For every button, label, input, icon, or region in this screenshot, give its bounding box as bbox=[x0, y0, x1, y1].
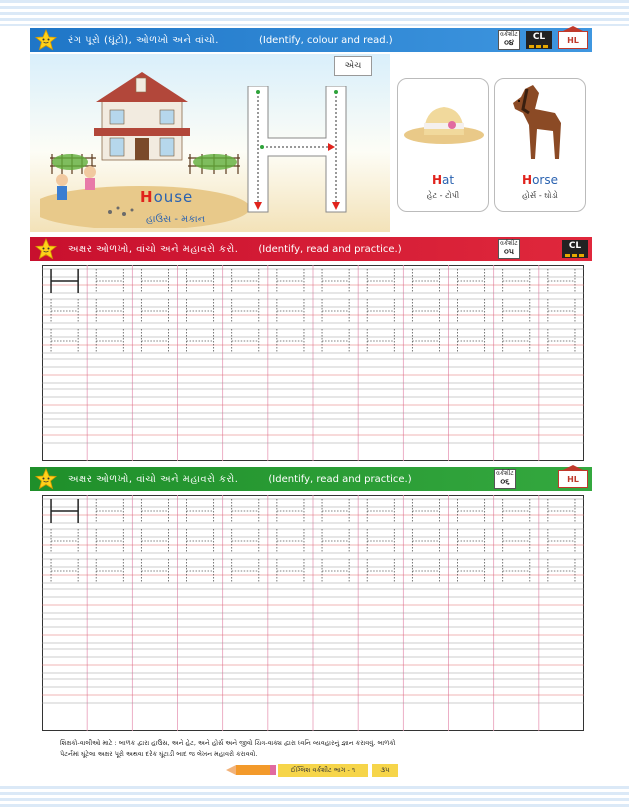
star-icon bbox=[34, 237, 58, 261]
dotted-letter-h bbox=[277, 529, 304, 553]
dotted-letter-h bbox=[412, 559, 439, 583]
dotted-letter-h bbox=[548, 529, 575, 553]
footer-book-title: ઈંગ્લિશ વર્કશીટ ભાગ - ૧ bbox=[278, 764, 368, 777]
dotted-letter-h bbox=[322, 269, 349, 293]
dotted-letter-h bbox=[96, 299, 123, 323]
cl-badge: CL bbox=[562, 240, 588, 258]
page-number: ૩૫ bbox=[370, 764, 398, 777]
dotted-letter-h bbox=[322, 329, 349, 353]
practice-grid-1 bbox=[42, 265, 584, 461]
worksheet-number-badge: વર્કશીટ ૦૫ bbox=[498, 239, 520, 259]
dotted-letter-h bbox=[412, 299, 439, 323]
dotted-letter-h bbox=[548, 269, 575, 293]
dotted-letter-h bbox=[412, 499, 439, 523]
dotted-letter-h bbox=[141, 329, 168, 353]
dotted-letter-h bbox=[187, 269, 214, 293]
letter-name-tab: એચ bbox=[334, 56, 372, 76]
section-2-header bbox=[30, 237, 592, 261]
dotted-letter-h bbox=[141, 269, 168, 293]
dotted-letter-h bbox=[96, 329, 123, 353]
dotted-letter-h bbox=[458, 499, 485, 523]
dotted-letter-h bbox=[51, 299, 78, 323]
practice-grid-2 bbox=[42, 495, 584, 731]
dotted-letter-h bbox=[187, 559, 214, 583]
section-1-instruction-gujarati: રંગ પૂરો (ઘૂંટો), ઓળખો અને વાંચો. bbox=[68, 34, 219, 46]
dotted-letter-h bbox=[232, 329, 259, 353]
section-2-instruction-english: (Identify, read and practice.) bbox=[258, 243, 402, 255]
dotted-letter-h bbox=[412, 529, 439, 553]
dotted-letter-h bbox=[141, 499, 168, 523]
dotted-letter-h bbox=[367, 299, 394, 323]
dotted-letter-h bbox=[503, 499, 530, 523]
section-3-header bbox=[30, 467, 592, 491]
dotted-letter-h bbox=[232, 269, 259, 293]
model-letter-h bbox=[51, 499, 78, 523]
dotted-letter-h bbox=[141, 529, 168, 553]
dotted-letter-h bbox=[412, 269, 439, 293]
house-word: House bbox=[140, 188, 194, 206]
horse-word-gujarati: હોર્સ - ઘોડો bbox=[522, 191, 558, 200]
dotted-letter-h bbox=[187, 299, 214, 323]
dotted-letter-h bbox=[367, 559, 394, 583]
section-1-header bbox=[30, 28, 592, 52]
dotted-letter-h bbox=[548, 499, 575, 523]
star-icon bbox=[34, 28, 58, 52]
hat-word: Hat bbox=[431, 173, 455, 187]
model-letter-h bbox=[51, 269, 78, 293]
dotted-letter-h bbox=[277, 559, 304, 583]
dotted-letter-h bbox=[141, 299, 168, 323]
horse-word: Horse bbox=[522, 173, 558, 187]
dotted-letter-h bbox=[96, 499, 123, 523]
hat-word-gujarati: હેટ - ટોપી bbox=[426, 191, 460, 200]
tracing-letter-h bbox=[242, 86, 352, 216]
dotted-letter-h bbox=[322, 529, 349, 553]
hat-card bbox=[397, 78, 489, 212]
dotted-letter-h bbox=[232, 529, 259, 553]
dotted-letter-h bbox=[503, 299, 530, 323]
footer-bar bbox=[226, 762, 406, 778]
hat-illustration bbox=[398, 79, 490, 169]
dotted-letter-h bbox=[367, 499, 394, 523]
section-3-instruction-gujarati: અક્ષર ઓળખો, વાંચો અને મહાવરો કરો. bbox=[68, 473, 239, 485]
dotted-letter-h bbox=[322, 559, 349, 583]
teacher-footnote: શિક્ષકો-વાલીઓ માટે : બાળક દ્વારા હાઉસ, અને હેટ, અને હોર્સ અને જીવો ચિત્ર-વાક્ય દ્વારા ધ્વનિ વ્યવહારનું જ્ઞાન કરાવવું. બાળકો પેટર્નમાં ઘૂંટેલા અક્ષર પૂરો અથવા દરેક ઘૂંટાડી બાદ જ લેખન મહાવરો કરાવવો. bbox=[60, 739, 396, 758]
dotted-letter-h bbox=[322, 499, 349, 523]
dotted-letter-h bbox=[277, 299, 304, 323]
dotted-letter-h bbox=[277, 269, 304, 293]
dotted-letter-h bbox=[503, 529, 530, 553]
dotted-letter-h bbox=[548, 299, 575, 323]
dotted-letter-h bbox=[187, 329, 214, 353]
cl-badge: CL bbox=[526, 31, 552, 49]
hl-badge: HL bbox=[558, 470, 588, 488]
dotted-letter-h bbox=[277, 499, 304, 523]
worksheet-number-badge: વર્કશીટ ૦૪ bbox=[498, 30, 520, 50]
dotted-letter-h bbox=[458, 559, 485, 583]
dotted-letter-h bbox=[548, 559, 575, 583]
dotted-letter-h bbox=[141, 559, 168, 583]
dotted-letter-h bbox=[322, 299, 349, 323]
horse-illustration bbox=[495, 79, 587, 171]
pencil-icon bbox=[226, 762, 278, 778]
dotted-letter-h bbox=[96, 529, 123, 553]
section-3-instruction-english: (Identify, read and practice.) bbox=[268, 473, 412, 485]
dotted-letter-h bbox=[51, 559, 78, 583]
dotted-letter-h bbox=[187, 499, 214, 523]
star-icon bbox=[34, 467, 58, 491]
hl-badge: HL bbox=[558, 31, 588, 49]
dotted-letter-h bbox=[51, 329, 78, 353]
dotted-letter-h bbox=[503, 559, 530, 583]
dotted-letter-h bbox=[458, 269, 485, 293]
dotted-letter-h bbox=[458, 529, 485, 553]
dotted-letter-h bbox=[367, 529, 394, 553]
dotted-letter-h bbox=[458, 299, 485, 323]
dotted-letter-h bbox=[232, 559, 259, 583]
dotted-letter-h bbox=[96, 269, 123, 293]
bottom-decorative-stripes bbox=[0, 786, 629, 809]
dotted-letter-h bbox=[412, 329, 439, 353]
section-1-instruction-english: (Identify, colour and read.) bbox=[258, 34, 393, 46]
dotted-letter-h bbox=[232, 299, 259, 323]
dotted-letter-h bbox=[503, 329, 530, 353]
dotted-letter-h bbox=[277, 329, 304, 353]
dotted-letter-h bbox=[187, 529, 214, 553]
dotted-letter-h bbox=[458, 329, 485, 353]
dotted-letter-h bbox=[96, 559, 123, 583]
dotted-letter-h bbox=[367, 329, 394, 353]
house-word-gujarati: હાઉસ - મકાન bbox=[146, 214, 206, 225]
top-decorative-stripes bbox=[0, 0, 629, 26]
horse-card bbox=[494, 78, 586, 212]
worksheet-number-badge: વર્કશીટ ૦૬ bbox=[494, 469, 516, 489]
section-2-instruction-gujarati: અક્ષર ઓળખો, વાંચો અને મહાવરો કરો. bbox=[68, 243, 239, 255]
dotted-letter-h bbox=[367, 269, 394, 293]
dotted-letter-h bbox=[503, 269, 530, 293]
dotted-letter-h bbox=[51, 529, 78, 553]
dotted-letter-h bbox=[232, 499, 259, 523]
dotted-letter-h bbox=[548, 329, 575, 353]
